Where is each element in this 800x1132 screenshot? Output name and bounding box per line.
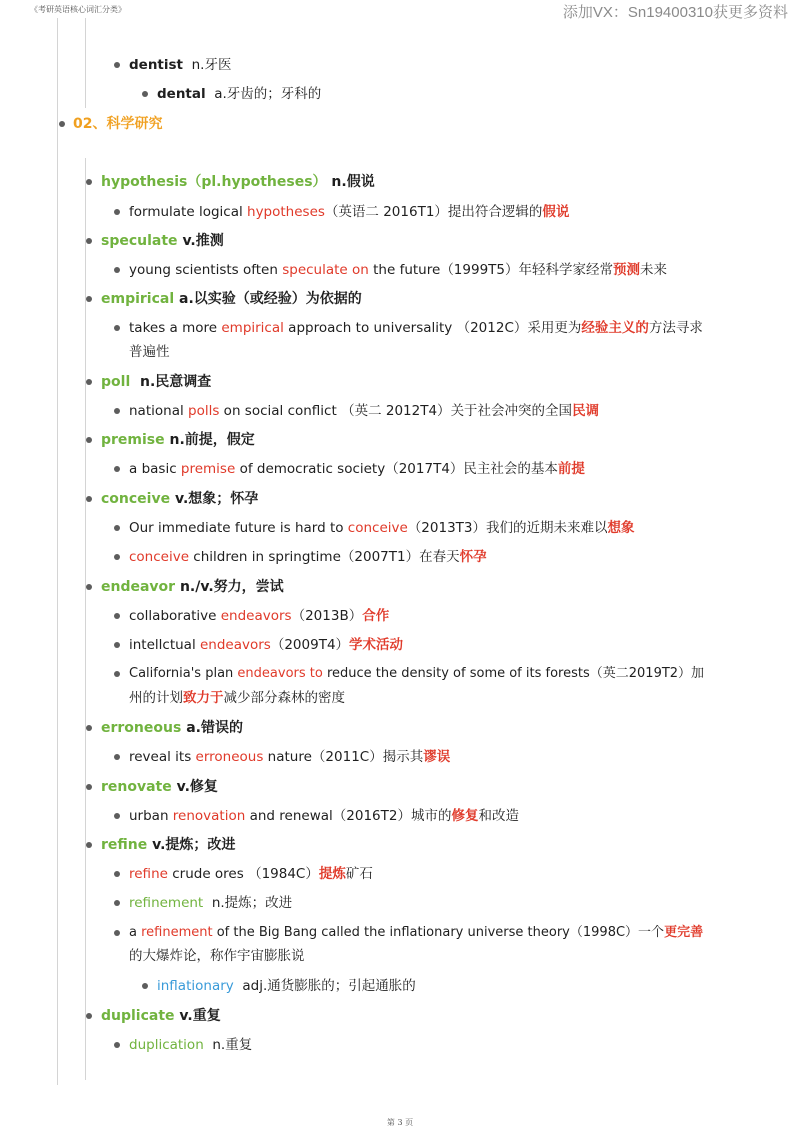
translation-keyword: 修复 <box>451 808 479 824</box>
example-keyword: polls <box>188 403 220 419</box>
example-keyword: endeavors <box>220 608 292 624</box>
bullet-icon <box>86 1013 92 1019</box>
example-translation: 加 <box>691 666 705 681</box>
page-number: 第 3 页 <box>386 1118 414 1127</box>
example-keyword: erroneous <box>195 749 264 765</box>
example-sentence <box>129 518 635 538</box>
example-translation: 年轻科学家经常 <box>518 262 614 278</box>
bullet-icon <box>86 379 92 385</box>
bullet-icon <box>86 179 92 185</box>
example-translation: 城市的 <box>410 808 452 824</box>
entry-word: endeavor <box>101 579 176 595</box>
entry-head <box>101 718 243 738</box>
header-book-title: 《考研英语核心词汇分类》 <box>30 5 126 14</box>
entry-word: duplicate <box>101 1008 175 1024</box>
derived-word <box>129 1035 252 1055</box>
list-item <box>129 55 231 75</box>
example-keyword: refinement <box>141 925 213 940</box>
entry-definition: n.提炼；改进 <box>211 895 293 911</box>
translation-keyword: 假说 <box>542 204 570 220</box>
example-source: （2009T4） <box>270 637 350 653</box>
bullet-icon <box>114 466 120 472</box>
bullet-icon <box>114 554 120 560</box>
bullet-icon <box>114 900 120 906</box>
entry-definition: n.重复 <box>212 1037 253 1053</box>
example-text: and renewal <box>245 808 333 824</box>
bullet-icon <box>114 1042 120 1048</box>
entry-head <box>101 835 235 855</box>
entry-definition: n.假说 <box>331 174 375 190</box>
example-translation: 在春天 <box>419 549 460 565</box>
example-source: （1999T5） <box>440 262 519 278</box>
entry-head <box>101 1006 221 1026</box>
entry-word: duplication <box>129 1037 204 1053</box>
entry-definition: v.重复 <box>179 1008 221 1024</box>
derived-word <box>157 976 416 996</box>
translation-keyword: 提炼 <box>318 866 346 882</box>
example-text: young scientists often <box>129 262 283 278</box>
section-title <box>73 114 162 134</box>
entry-plural: （pl.hypotheses） <box>187 174 327 190</box>
example-sentence <box>129 606 389 626</box>
entry-head <box>101 430 255 450</box>
example-translation: 和改造 <box>478 808 519 824</box>
entry-word: dentist <box>129 57 183 73</box>
bullet-icon <box>114 671 120 677</box>
translation-keyword: 更完善 <box>664 925 704 940</box>
entry-definition: adj.通货膨胀的；引起通胀的 <box>242 978 416 994</box>
example-text: takes a more <box>129 320 222 336</box>
example-sentence <box>129 260 667 280</box>
entry-definition: n.牙医 <box>191 57 232 73</box>
bullet-icon <box>114 754 120 760</box>
entry-word: refine <box>101 837 148 853</box>
header-watermark: 添加VX：Sn19400310获更多资料 <box>562 4 788 21</box>
bullet-icon <box>86 842 92 848</box>
bullet-icon <box>114 871 120 877</box>
example-sentence <box>129 635 403 655</box>
entry-definition: v.想象；怀孕 <box>174 491 259 507</box>
example-translation: 未来 <box>640 262 668 278</box>
example-text: crude ores <box>167 866 249 882</box>
example-sentence <box>129 747 450 767</box>
entry-definition: n.民意调查 <box>140 374 212 390</box>
example-source: （1984C） <box>248 866 319 882</box>
example-translation: 关于社会冲突的全国 <box>450 403 573 419</box>
bullet-icon <box>86 725 92 731</box>
example-translation: 方法寻求 <box>648 320 703 336</box>
example-translation: 矿石 <box>345 866 373 882</box>
example-translation: 减少部分森林的密度 <box>223 690 345 706</box>
example-translation: 州的计划 <box>129 690 183 706</box>
example-source: （2016T2） <box>332 808 411 824</box>
example-text: formulate logical <box>129 204 248 220</box>
example-sentence <box>129 318 703 338</box>
example-text: urban <box>129 808 173 824</box>
translation-keyword: 怀孕 <box>459 549 487 565</box>
entry-head <box>101 172 375 192</box>
example-translation: 采用更为 <box>527 320 582 336</box>
section-title-text: 02、科学研究 <box>73 116 163 132</box>
bullet-icon <box>114 62 120 68</box>
example-sentence <box>129 864 373 884</box>
entry-definition: a.牙齿的；牙科的 <box>214 86 322 102</box>
entry-word: renovate <box>101 779 172 795</box>
translation-keyword: 经验主义的 <box>581 320 649 336</box>
example-translation: 的大爆炸论，称作宇宙膨胀说 <box>129 948 305 964</box>
entry-head <box>101 777 218 797</box>
example-sentence <box>129 202 569 222</box>
entry-definition: v.修复 <box>176 779 218 795</box>
example-text: a <box>129 925 142 940</box>
translation-keyword: 谬误 <box>423 749 451 765</box>
translation-keyword: 前提 <box>557 461 585 477</box>
example-text: Our immediate future is hard to <box>129 520 348 536</box>
example-translation: 一个 <box>638 925 665 940</box>
entry-word: refinement <box>129 895 204 911</box>
entry-word: dental <box>157 86 206 102</box>
example-text: approach to universality <box>283 320 457 336</box>
entry-definition: a.错误的 <box>186 720 243 736</box>
example-keyword: hypotheses <box>247 204 325 220</box>
bullet-icon <box>114 642 120 648</box>
example-sentence <box>129 459 585 479</box>
example-keyword: endeavors <box>200 637 271 653</box>
bullet-icon <box>86 238 92 244</box>
example-translation: 揭示其 <box>382 749 424 765</box>
example-sentence <box>129 664 704 684</box>
example-text: California's plan <box>129 666 238 681</box>
example-sentence <box>129 923 703 943</box>
example-text: a basic <box>129 461 181 477</box>
example-source: （2012C） <box>456 320 528 336</box>
bullet-icon <box>86 296 92 302</box>
entry-head <box>101 372 211 392</box>
bullet-icon <box>142 91 148 97</box>
example-text: intellctual <box>129 637 200 653</box>
example-source: （2017T4） <box>385 461 464 477</box>
translation-keyword: 学术活动 <box>349 637 404 653</box>
example-text: reveal its <box>129 749 196 765</box>
entry-head <box>101 231 224 251</box>
example-source: （2007T1） <box>340 549 420 565</box>
example-text: nature <box>263 749 312 765</box>
entry-word: speculate <box>101 233 178 249</box>
example-sentence <box>129 401 599 421</box>
entry-head <box>101 577 284 597</box>
bullet-icon <box>86 437 92 443</box>
bullet-icon <box>114 267 120 273</box>
example-keyword: empirical <box>221 320 284 336</box>
bullet-icon <box>86 584 92 590</box>
example-sentence-continued <box>129 946 305 966</box>
outline-guide-line <box>85 18 86 108</box>
example-keyword: endeavors to <box>237 666 323 681</box>
example-source: （英二 2012T4） <box>341 403 451 419</box>
example-sentence-continued <box>129 688 345 708</box>
example-text: collaborative <box>129 608 221 624</box>
example-source: （1998C） <box>569 925 639 940</box>
example-sentence <box>129 547 487 567</box>
example-keyword: conceive <box>347 520 408 536</box>
entry-word: inflationary <box>157 978 234 994</box>
example-translation: 提出符合逻辑的 <box>447 204 543 220</box>
example-keyword: refine <box>129 866 168 882</box>
example-translation: 我们的近期未来难以 <box>486 520 608 536</box>
example-source: （2011C） <box>311 749 383 765</box>
translation-keyword: 民调 <box>572 403 600 419</box>
bullet-icon <box>86 784 92 790</box>
list-item <box>157 84 321 104</box>
example-translation: 民主社会的基本 <box>463 461 558 477</box>
translation-keyword: 合作 <box>362 608 390 624</box>
entry-word: conceive <box>101 491 171 507</box>
bullet-icon <box>114 613 120 619</box>
example-sentence <box>129 806 519 826</box>
derived-word <box>129 893 292 913</box>
entry-definition: n./v.努力，尝试 <box>179 579 284 595</box>
example-source: （英二2019T2） <box>589 666 692 681</box>
example-text: national <box>129 403 189 419</box>
example-text: children in springtime <box>189 549 341 565</box>
bullet-icon <box>114 209 120 215</box>
example-translation: 普遍性 <box>129 344 170 360</box>
example-text: of the Big Bang called the inflationary universe theory <box>212 925 570 940</box>
entry-definition: a.以实验（或经验）为依据的 <box>179 291 362 307</box>
example-source: （英语二 2016T1） <box>324 204 448 220</box>
example-keyword: renovation <box>172 808 246 824</box>
bullet-icon <box>114 325 120 331</box>
example-source: （2013T3） <box>407 520 487 536</box>
entry-definition: n.前提，假定 <box>169 432 255 448</box>
example-text: of democratic society <box>235 461 386 477</box>
example-keyword: conceive <box>129 549 190 565</box>
bullet-icon <box>86 496 92 502</box>
bullet-icon <box>114 813 120 819</box>
example-source: （2013B） <box>291 608 363 624</box>
translation-keyword: 致力于 <box>183 690 224 706</box>
entry-head <box>101 289 362 309</box>
entry-word: empirical <box>101 291 175 307</box>
entry-definition: v.推测 <box>182 233 224 249</box>
bullet-icon <box>114 408 120 414</box>
entry-head <box>101 489 258 509</box>
entry-word: poll <box>101 374 131 390</box>
example-keyword: speculate on <box>282 262 369 278</box>
translation-keyword: 想象 <box>607 520 635 536</box>
entry-word: premise <box>101 432 165 448</box>
translation-keyword: 预测 <box>613 262 641 278</box>
example-text: on social conflict <box>219 403 342 419</box>
bullet-icon <box>142 983 148 989</box>
outline-guide-line <box>57 18 58 1085</box>
example-text: the future <box>368 262 441 278</box>
example-text: reduce the density of some of its forests <box>322 666 590 681</box>
example-keyword: premise <box>180 461 236 477</box>
bullet-icon <box>114 930 120 936</box>
entry-word: erroneous <box>101 720 182 736</box>
entry-word: hypothesis <box>101 174 188 190</box>
bullet-icon <box>114 525 120 531</box>
example-sentence-continued <box>129 342 170 362</box>
entry-definition: v.提炼；改进 <box>152 837 236 853</box>
bullet-icon <box>59 121 65 127</box>
